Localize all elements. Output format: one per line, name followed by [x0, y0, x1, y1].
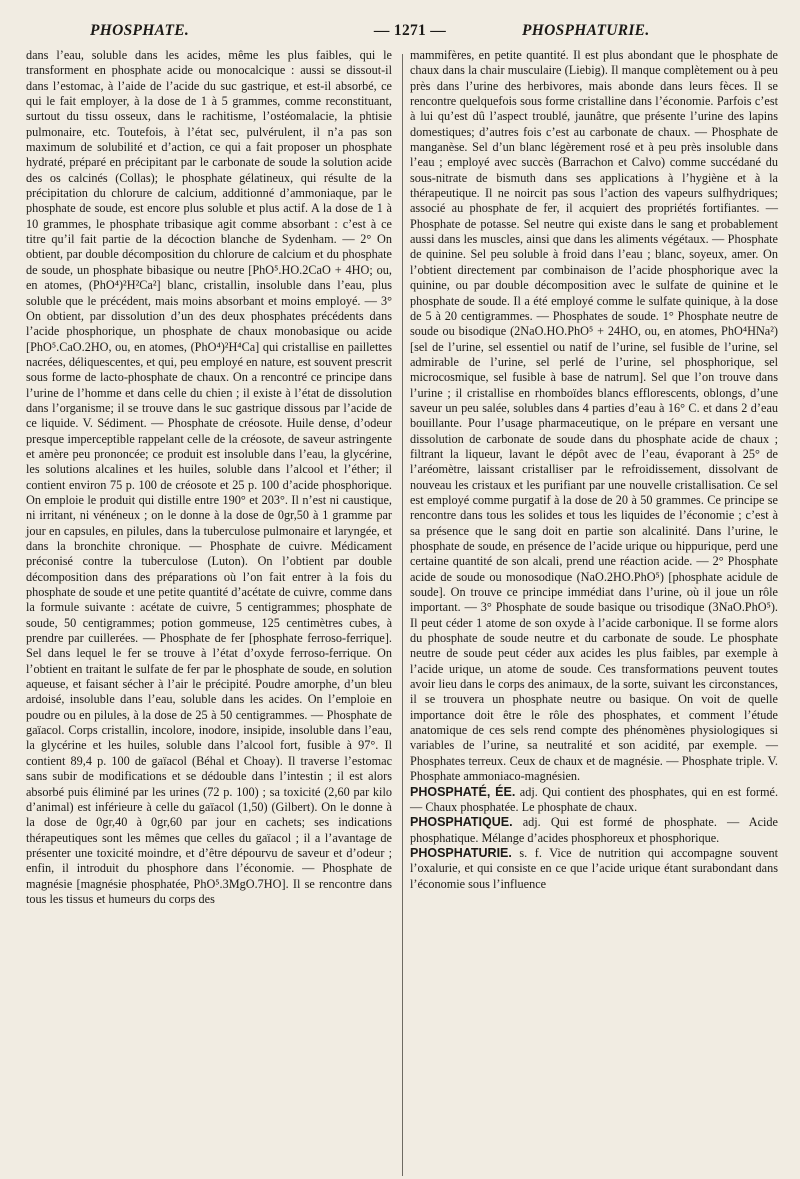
column-divider	[402, 54, 403, 1176]
entry-phosphatique	[410, 815, 778, 846]
header-left-word: PHOSPHATE.	[90, 22, 190, 39]
entry-headword: PHOSPHATÉ, ÉE.	[410, 784, 516, 799]
entry-headword: PHOSPHATURIE.	[410, 845, 512, 860]
entry-definition: adj. Qui contient des phosphates, qui en est formé. — Chaux phosphatée. Le phosphate de chaux.	[410, 784, 779, 814]
column-left-paragraph: dans l’eau, soluble dans les acides, même les plus faibles, qui le transforment en phosphate acide ou monocalcique : aussi se dissout-il dans l’estomac, à l’aide de l’acide du suc gastrique, et est-il absorbé, ce qui le fait employer, à la dose de 1 à 5 grammes, comme reconstituant, surtout du tissu osseux, dans le rachitisme, l’ostéomalacie, la phtisie pulmonaire, etc. Toutefois, à l’état sec, pulvérulent, il n’a pas son maximum de solubilité et d’action, ce qui a fait proposer un phosphate hydraté, préparé en précipitant par le carbonate de soude la solution acide des os calcinés (Collas); le phosphate gélatineux, qui résulte de la précipitation du chlorure de calcium, additionné d’ammoniaque, par le phosphate de soude, est encore plus soluble et plus actif. A la dose de 1 à 10 grammes, le phosphate tribasique agit comme absorbant : c’est à ce titre qu’il fait partie de la décoction blanche de Sydenham. — 2° On obtient, par double décomposition du chlorure de calcium et du phosphate de soude, un phosphate bibasique ou neutre [PhO⁵.HO.2CaO + 4HO; ou, en atomes, (PhO⁴)²H²Ca²] blanc, cristallin, insoluble dans l’eau, plus soluble que le précédent, mais moins absorbant et moins employé. — 3° On obtient, par dissolution d’un des deux phosphates précédents dans l’acide phosphorique, un phosphate de chaux monobasique ou acide [PhO⁵.CaO.2HO, ou, en atomes, (PhO⁴)²H⁴Ca] qui cristallise en paillettes nacrées, déliquescentes, et qui, peu employé en nature, est souvent prescrit sous forme de lacto-phosphate de chaux. On a rencontré ce principe dans l’urine de l’homme et dans celle du chien ; il existe à l’état de dissolution dans l’organisme; il se trouve dans le suc gastrique dissous par l’acide de ce liquide. V. Sédiment. — Phosphate de créosote. Huile dense, d’odeur presque imperceptible rappelant celle de la créosote, de saveur astringente et amère peu prononcée; ce produit est insoluble dans l’eau, la glycérine, les solutions alcalines et les huiles, soluble dans l’alcool et l’éther; il contient environ 75 p. 100 de créosote et 25 p. 100 d’acide phosphorique. On emploie le produit qui distille entre 190° et 203°. Il n’est ni caustique, ni irritant, ni vénéneux ; on le donne à la dose de 0gr,50 à 1 gramme par jour en capsules, en pilules, dans la tuberculose pulmonaire et laryngée, et dans la bronchite chronique. — Phosphate de cuivre. Médicament préconisé contre la tuberculose (Luton). On l’obtient par double décomposition dans des préparations où l’on fait entrer à la fois du phosphate de soude et une petite quantité d’acétate de cuivre, comme dans la formule suivante : acétate de cuivre, 5 centigrammes; phosphate de soude, 50 centigrammes; potion gommeuse, 125 centimètres cubes, à prendre par cuillerées. — Phosphate de fer [phosphate ferroso-ferrique]. Sel dans lequel le fer se trouve à l’état d’oxyde ferroso-ferrique. On l’obtient en traitant le sulfate de fer par le phosphate de soude, en solution aqueuse, et faisant sécher à l’air le précipité. Poudre amorphe, d’un bleu ardoisé, insoluble dans l’eau, soluble dans les acides. On l’emploie en poudre ou en pilules, à la dose de 25 à 50 centigrammes. — Phosphate de gaïacol. Corps cristallin, incolore, inodore, insipide, insoluble dans l’eau, la glycérine et les huiles, soluble dans l’alcool fort, fusible à 97°. Il contient 89,4 p. 100 de gaïacol (Béhal et Choay). Il traverse l’estomac sans subir de modifications et se dédouble dans l’intestin ; il est alors absorbé puis éliminé par les urines (72 p. 100) ; sa toxicité (2,60 par kilo d’animal) est inférieure à celle du gaïacol (1,50) (Gilbert). On le donne à la dose de 0gr,40 à 0gr,60 par jour en cachets; ses indications thérapeutiques sont les mêmes que celles du gaïacol ; il a l’avantage de présenter une toxicité moindre, et d’être dépourvu de saveur et d’odeur ; enfin, il introduit du phosphore dans l’économie. — Phosphate de magnésie [magnésie phosphatée, PhO⁵.3MgO.7HO]. Il se rencontre dans tous les tissus et humeurs du corps des	[26, 48, 393, 906]
entry-definition: s. f. Vice de nutrition qui accompagne souvent l’oxalurie, et qui consiste en ce que l’acide urique étant surabondant dans l’économie sous l’influence	[410, 845, 778, 891]
header-right-word: PHOSPHATURIE.	[522, 22, 650, 39]
page-number: — 1271 —	[373, 22, 447, 39]
entry-phosphate-ee	[410, 785, 778, 816]
text-column-left	[26, 48, 392, 907]
running-header	[0, 22, 800, 46]
entry-phosphaturie	[410, 846, 778, 892]
column-right-paragraph: mammifères, en petite quantité. Il est plus abondant que le phosphate de chaux dans la chair musculaire (Liebig). Il manque complètement ou à peu près dans l’urine des herbivores, mais abonde dans leurs fèces. Il se rencontre quelquefois sous forme cristalline dans l’économie. Parfois c’est à lui qu’est dû l’aspect troublé, jaunâtre, que présente l’urine des lapins domestiques; d’autres fois c’est au carbonate de chaux. — Phosphate de manganèse. Sel d’un blanc légèrement rosé et à peu près insoluble dans l’eau ; employé avec succès (Barrachon et Calvo) comme succédané du sous-nitrate de bismuth dans ses applications à l’hygiène et à la thérapeutique. Il ne noircit pas sous l’action des vapeurs sulfhydriques; associé au phosphate de fer, il acquiert des propriétés fortifiantes. — Phosphate de potasse. Sel neutre qui existe dans le sang et probablement aussi dans les muscles, ainsi que dans les aliments végétaux. — Phosphate de quinine. Sel peu soluble à froid dans l’eau ; blanc, soyeux, amer. On l’obtient directement par combinaison de l’acide phosphorique avec la quinine, ou par double décomposition avec le sulfate de quinine et le phosphate de soude. Il a été employé comme le sulfate quinique, à la dose de 5 à 20 centigrammes. — Phosphates de soude. 1° Phosphate neutre de soude ou bisodique (2NaO.HO.PhO⁵ + 24HO, ou, en atomes, PhO⁴HNa²) [sel de l’urine, sel essentiel ou natif de l’urine, sel fusible de l’urine, sel admirable de l’urine, sel perlé de l’urine, sel phosphorique, sel microcosmique, sel fusible à base de natrum]. Sel que l’on trouve dans l’urine ; il cristallise en rhomboïdes blancs efflorescents, oblongs, d’une saveur un peu salée, solubles dans 4 parties d’eau à 16° C. et dans 2 d’eau bouillante. Pour l’usage pharmaceutique, on le prépare en versant une dissolution de carbonate de soude dans du phosphate acide de chaux ; filtrant la liqueur, lavant le dépôt avec de l’eau, évaporant à 25° de l’aréomètre, laissant cristalliser par le refroidissement, dissolvant de nouveau les cristaux et les purifiant par une nouvelle cristallisation. Ce sel est employé comme purgatif à la dose de 20 à 50 grammes. Ce principe se rencontre dans tous les solides et tous les liquides de l’économie ; c’est à sa présence que le sang doit en partie son alcalinité. Dans l’urine, le phosphate de soude, en présence de l’acide urique ou hippurique, perd une certaine quantité de son alcali, prend une réaction acide. — 2° Phosphate acide de soude ou monosodique (NaO.2HO.PhO⁵) [phosphate acidule de soude]. On trouve ce principe immédiat dans l’urine, où il joue un rôle important. — 3° Phosphate de soude basique ou trisodique (3NaO.PhO⁵). Il peut céder 1 atome de son oxyde à l’acide carbonique. Il se forme alors du phosphate de soude neutre et du carbonate de soude. Le phosphate neutre de soude peut céder aux acides les plus faibles, par exemple à l’acide urique, un atome de soude. Ces transformations peuvent toutes avoir lieu dans le corps des animaux, de la sorte, suivant les circonstances, il se trouvera un phosphate neutre ou basique. On voit de quelle importance doit être le rôle des phosphates, et comment l’étude anatomique de ces sels rend compte des phénomènes physiologiques si variables de l’urine, sa neutralité et son acidité, par exemple. — Phosphates terreux. Ceux de chaux et de magnésie. — Phosphate triple. V. Phosphate ammoniaco-magnésien.	[410, 48, 778, 784]
entry-headword: PHOSPHATIQUE.	[410, 815, 513, 830]
entry-definition: adj. Qui est formé de phosphate. — Acide phosphatique. Mélange d’acides phosphoreux et phosphorique.	[410, 815, 778, 845]
text-column-right	[410, 48, 778, 892]
